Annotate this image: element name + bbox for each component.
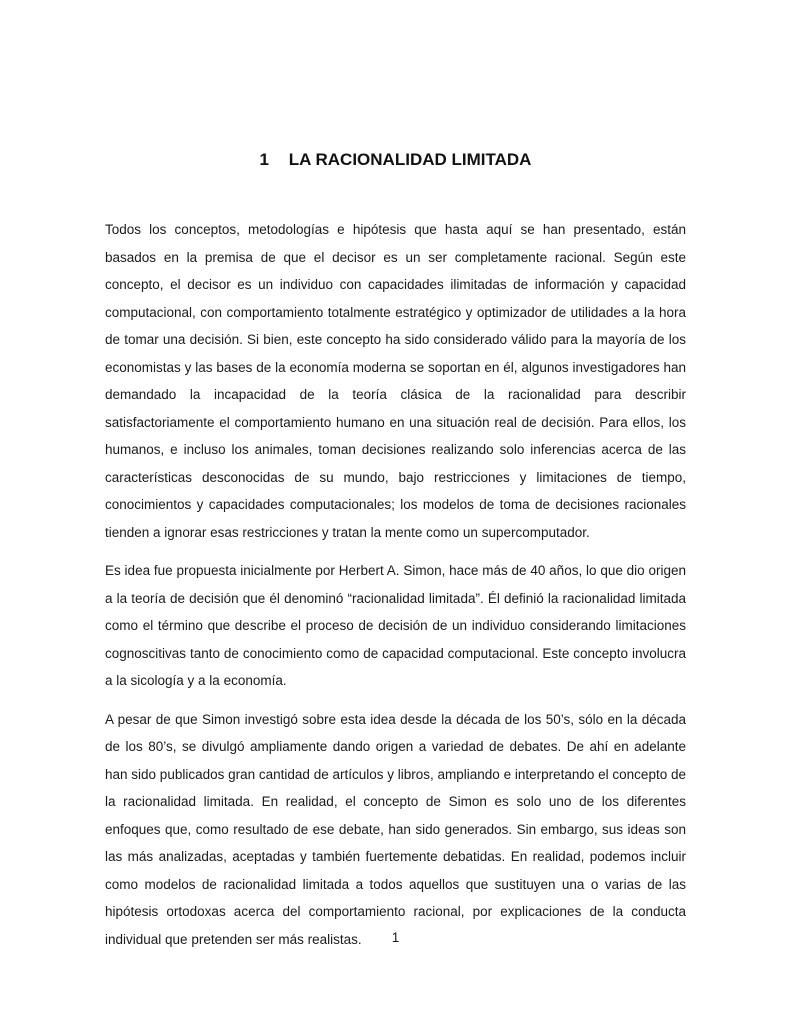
- paragraph: Todos los conceptos, metodologías e hipótesis que hasta aquí se han presentado, están basados en la premisa de que el decisor es un ser completamente racional. Según este concepto, el decisor es un individuo con capacidades ilimitadas de información y capacidad computacional, con comportamiento totalmente estratégico y optimizador de utilidades a la hora de tomar una decisión. Si bien, este concepto ha sido considerado válido para la mayoría de los economistas y las bases de la economía moderna se soportan en él, algunos investigadores han demandado la incapacidad de la teoría clásica de la racionalidad para describir satisfactoriamente el comportamiento humano en una situación real de decisión. Para ellos, los humanos, e incluso los animales, toman decisiones realizando solo inferencias acerca de las características desconocidas de su mundo, bajo restricciones y limitaciones de tiempo, conocimientos y capacidades computacionales; los modelos de toma de decisiones racionales tienden a ignorar esas restricciones y tratan la mente como un supercomputador.: [105, 222, 686, 540]
- paragraph: Es idea fue propuesta inicialmente por Herbert A. Simon, hace más de 40 años, lo que dio origen a la teoría de decisión que él denominó “racionalidad limitada”. Él definió la racionalidad limitada como el término que describe el proceso de decisión de un individuo considerando limitaciones cognoscitivas tanto de conocimiento como de capacidad computacional. Este concepto involucra a la sicología y a la economía.: [105, 563, 686, 688]
- page-footer: [0, 930, 791, 945]
- page-number: 1: [391, 930, 400, 945]
- paragraph: A pesar de que Simon investigó sobre esta idea desde la década de los 50’s, sólo en la década de los 80’s, se divulgó ampliamente dando origen a variedad de debates. De ahí en adelante han sido publicados gran cantidad de artículos y libros, ampliando e interpretando el concepto de la racionalidad limitada. En realidad, el concepto de Simon es solo uno de los diferentes enfoques que, como resultado de ese debate, han sido generados. Sin embargo, sus ideas son las más analizadas, aceptadas y también fuertemente debatidas. En realidad, podemos incluir como modelos de racionalidad limitada a todos aquellos que sustituyen una o varias de las hipótesis ortodoxas acerca del comportamiento racional, por explicaciones de la conducta individual que pretenden ser más realistas.: [105, 711, 686, 947]
- document-body: [0, 216, 791, 953]
- chapter-title: LA RACIONALIDAD LIMITADA: [288, 150, 532, 169]
- chapter-number: 1: [259, 150, 270, 169]
- chapter-heading: [0, 150, 791, 170]
